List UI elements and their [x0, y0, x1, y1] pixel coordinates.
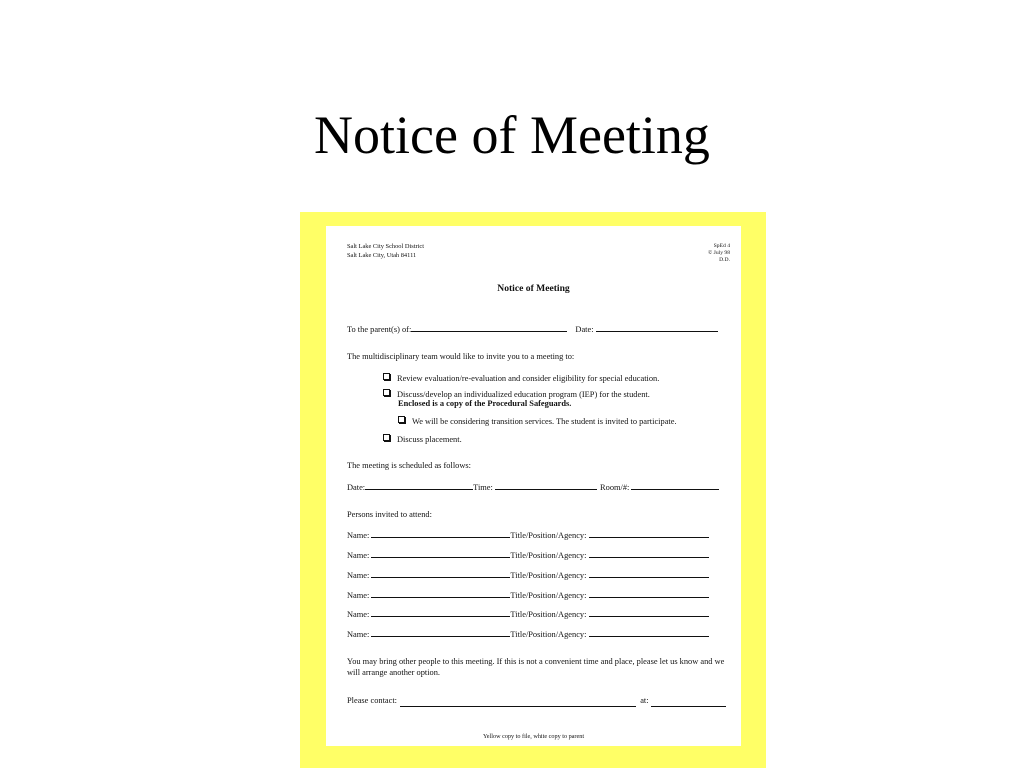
iep-checkbox[interactable]	[383, 389, 390, 396]
invitee-title-label: Title/Position/Agency:	[510, 551, 587, 560]
contact-blank[interactable]	[400, 698, 636, 707]
district-name: Salt Lake City School District	[347, 243, 425, 250]
invitee-title-label: Title/Position/Agency:	[510, 571, 587, 580]
invitee-name-blank[interactable]	[371, 608, 510, 617]
invitee-name-blank[interactable]	[371, 549, 510, 558]
invitee-title-blank[interactable]	[589, 569, 709, 578]
invitee-title-blank[interactable]	[589, 529, 709, 538]
review-label: Review evaluation/re-evaluation and consider eligibility for special education.	[397, 374, 660, 383]
transition-checkbox[interactable]	[398, 416, 405, 423]
form-code-initials: D.D.	[719, 257, 730, 263]
persons-label: Persons invited to attend:	[347, 510, 432, 519]
invitee-title-label: Title/Position/Agency:	[510, 591, 587, 600]
invitee-row	[347, 628, 709, 639]
invitee-row	[347, 549, 709, 560]
option-iep	[383, 389, 650, 399]
schedule-room-label: Room/#:	[600, 483, 630, 492]
date-label: Date:	[575, 325, 594, 334]
scheduled-label: The meeting is scheduled as follows:	[347, 461, 471, 470]
review-checkbox[interactable]	[383, 373, 390, 380]
form-footer: Yellow copy to file, white copy to parent	[482, 733, 585, 740]
invitee-row	[347, 529, 709, 540]
at-label: at:	[640, 696, 649, 705]
bring-others-note: You may bring other people to this meeting. If this is not a convenient time and place, please let us know and we will arrange another option.	[347, 657, 725, 677]
invitee-name-label: Name:	[347, 630, 370, 639]
invitee-name-blank[interactable]	[371, 529, 510, 538]
invitee-title-label: Title/Position/Agency:	[510, 610, 587, 619]
invitee-title-label: Title/Position/Agency:	[510, 531, 587, 540]
form-code-id: SpEd 4	[713, 243, 730, 249]
invitee-row	[347, 589, 709, 600]
district-city: Salt Lake City, Utah 84111	[347, 252, 417, 259]
parents-blank[interactable]	[411, 323, 567, 332]
invitee-title-label: Title/Position/Agency:	[510, 630, 587, 639]
contact-row	[347, 696, 726, 707]
at-blank[interactable]	[651, 698, 726, 707]
parents-row	[347, 323, 718, 334]
invitee-row	[347, 608, 709, 619]
invitee-title-blank[interactable]	[589, 589, 709, 598]
placement-label: Discuss placement.	[397, 435, 462, 444]
iep-safeguards-note: Enclosed is a copy of the Procedural Safeguards.	[398, 399, 572, 408]
invitee-name-label: Name:	[347, 610, 370, 619]
notice-form	[326, 226, 741, 746]
iep-label: Discuss/develop an individualized education program (IEP) for the student.	[397, 390, 650, 399]
district-address	[347, 242, 424, 260]
invitee-row	[347, 569, 709, 580]
invitee-title-blank[interactable]	[589, 549, 709, 558]
invitee-name-label: Name:	[347, 531, 370, 540]
schedule-date-blank[interactable]	[365, 481, 473, 490]
slide-title: Notice of Meeting	[314, 105, 710, 165]
invitee-title-blank[interactable]	[589, 628, 709, 637]
schedule-date-label: Date:	[347, 483, 366, 492]
date-blank[interactable]	[596, 323, 718, 332]
invitee-name-label: Name:	[347, 591, 370, 600]
option-transition	[398, 416, 677, 426]
schedule-time-blank[interactable]	[495, 481, 597, 490]
form-title: Notice of Meeting	[497, 283, 570, 294]
intro-text: The multidisciplinary team would like to invite you to a meeting to:	[347, 352, 575, 361]
transition-label: We will be considering transition services. The student is invited to participate.	[412, 417, 677, 426]
contact-label: Please contact:	[347, 696, 397, 705]
invitee-name-blank[interactable]	[371, 589, 510, 598]
parents-label: To the parent(s) of:	[347, 325, 412, 334]
option-review	[383, 373, 659, 383]
placement-checkbox[interactable]	[383, 434, 390, 441]
form-code	[708, 243, 730, 264]
invitee-name-label: Name:	[347, 551, 370, 560]
form-code-date: © July 98	[708, 250, 730, 256]
schedule-room-blank[interactable]	[631, 481, 719, 490]
invitee-name-blank[interactable]	[371, 569, 510, 578]
schedule-row	[347, 481, 719, 492]
invitee-name-blank[interactable]	[371, 628, 510, 637]
invitee-title-blank[interactable]	[589, 608, 709, 617]
schedule-time-label: Time:	[473, 483, 493, 492]
option-placement	[383, 434, 462, 444]
invitee-name-label: Name:	[347, 571, 370, 580]
